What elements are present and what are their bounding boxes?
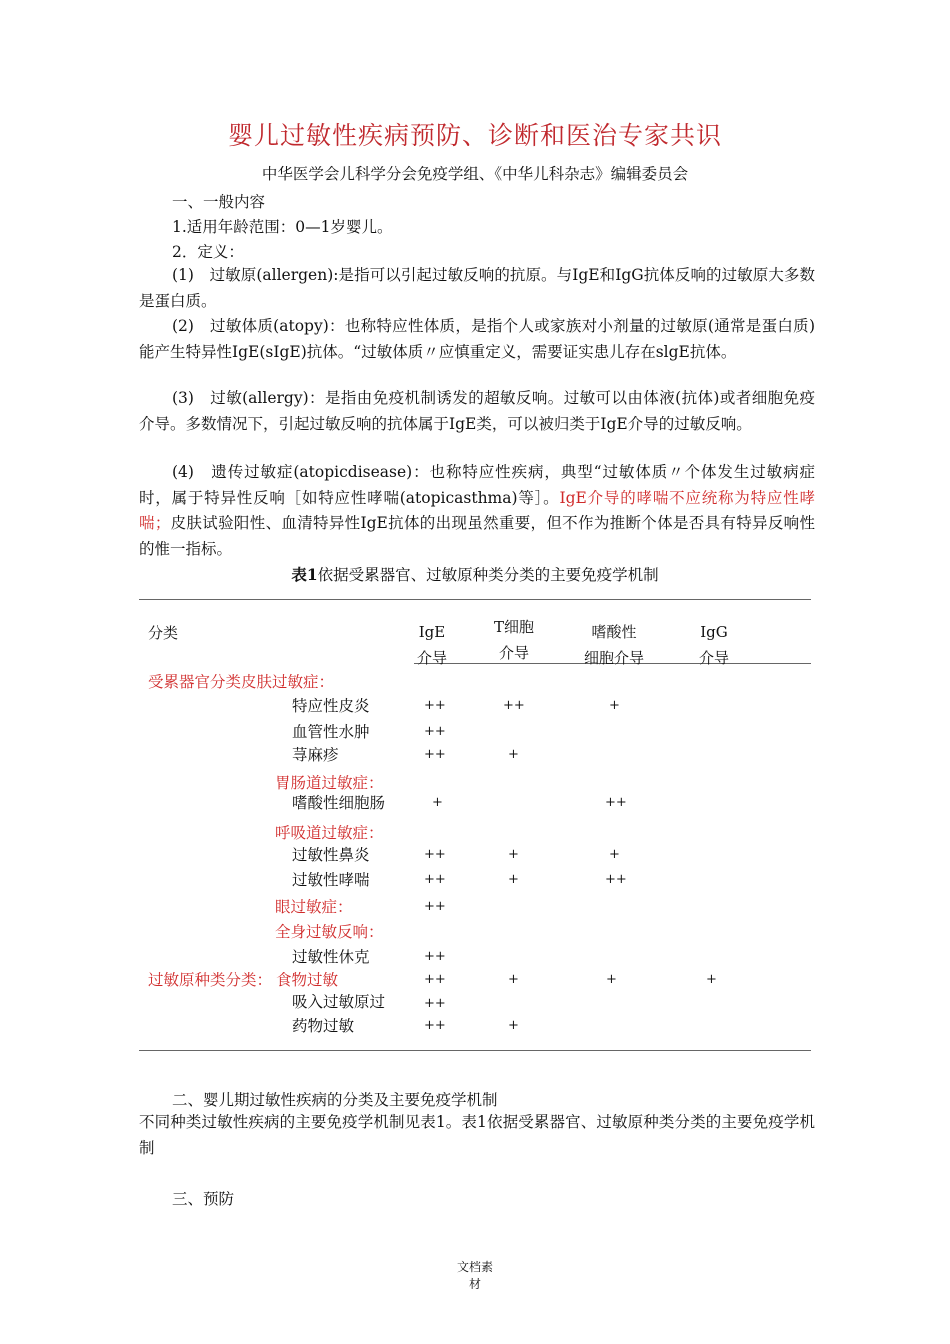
- header-igg: IgG 介导: [698, 623, 729, 667]
- row-label-rhinitis: 过敏性鼻炎: [292, 846, 370, 864]
- cell-ige: ++: [424, 847, 446, 862]
- cell-eo: +: [609, 847, 620, 862]
- definition-allergen: (1) 过敏原(allergen):是指可以引起过敏反响的抗原。与IgE和IgG抗体反响的过敏原大多数是蛋白质。: [139, 266, 815, 310]
- section2-heading: 二、婴儿期过敏性疾病的分类及主要免疫学机制: [172, 1091, 498, 1109]
- row-label-drug: 药物过敏: [292, 1017, 355, 1035]
- row-label-urticaria: 荨麻疹: [292, 746, 339, 764]
- cell-ige: ++: [424, 972, 446, 987]
- cell-t: +: [508, 847, 519, 862]
- cell-t: +: [508, 872, 519, 887]
- table-caption: [0, 563, 950, 585]
- definition-atopic-disease: [139, 460, 815, 562]
- cell-eo: ++: [605, 795, 627, 810]
- row-label-asthma: 过敏性哮喘: [292, 871, 370, 889]
- footer-line-1: 文档素: [456, 1260, 493, 1274]
- table-top-rule: [139, 599, 811, 600]
- row-label-atopic-dermatitis: 特应性皮炎: [292, 697, 370, 715]
- cell-eo: +: [606, 972, 617, 987]
- header-ige: IgE 介导: [416, 623, 447, 667]
- page-footer: [0, 1259, 950, 1293]
- cell-ige: ++: [424, 724, 446, 739]
- group-eye: 眼过敏症：: [275, 898, 353, 916]
- cell-t: +: [508, 747, 519, 762]
- row-label-eo-gi: 嗜酸性细胞肠: [292, 794, 386, 812]
- group-gi: 胃肠道过敏症：: [275, 774, 384, 792]
- group-systemic: 全身过敏反响：: [275, 923, 384, 941]
- definition-atopy: (2) 过敏体质(atopy)：也称特应性体质，是指个人或家族对小剂量的过敏原(通常是蛋白质)能产生特异性IgE(sIgE)抗体。“过敏体质〃应慎重定义，需要证实患儿存在slgE抗体。: [139, 317, 815, 361]
- cell-eo: ++: [605, 872, 627, 887]
- header-eosinophil: 嗜酸性 细胞介导: [583, 623, 644, 667]
- def4-text-a: (4) 遗传过敏症(atopicdisease)：也称特应性疾病，典型“过敏体质〃个体发生过敏病症时，属于特异性反响［如特应性哮喘(atopicasthma)等］。: [139, 463, 815, 507]
- cell-t: +: [508, 1018, 519, 1033]
- cell-ige: ++: [424, 899, 446, 914]
- table-caption-text: 依据受累器官、过敏原种类分类的主要免疫学机制: [317, 566, 659, 584]
- def4-text-b: 皮肤试验阳性、血清特异性IgE抗体的出现虽然重要，但不作为推断个体是否具有特异反响性的惟一指标。: [139, 514, 815, 558]
- cell-ige: ++: [424, 747, 446, 762]
- header-t-cell: T细胞 介导: [493, 618, 534, 662]
- section2-body: 不同种类过敏性疾病的主要免疫学机制见表1。表1依据受累器官、过敏原种类分类的主要免疫学机制: [139, 1113, 815, 1157]
- row-label-inhaled: 吸入过敏原过: [292, 993, 386, 1011]
- row-label-food: 食物过敏: [276, 971, 339, 989]
- group-respiratory: 呼吸道过敏症：: [275, 824, 384, 842]
- table-bottom-rule: [139, 1050, 811, 1051]
- definition-allergy: (3) 过敏(allergy)：是指由免疫机制诱发的超敏反响。过敏可以由体液(抗体)或者细胞免疫介导。多数情况下，引起过敏反响的抗体属于IgE类，可以被归类于IgE介导的过敏反响。: [139, 389, 815, 433]
- item-definitions: 2．定义：: [172, 243, 244, 261]
- footer-line-2: 材: [468, 1277, 481, 1291]
- cell-ige: +: [432, 795, 443, 810]
- section3-heading: 三、预防: [172, 1190, 235, 1208]
- cell-ige: ++: [424, 949, 446, 964]
- document-title: 婴儿过敏性疾病预防、诊断和医治专家共识: [227, 121, 722, 150]
- row-label-shock: 过敏性休克: [292, 948, 370, 966]
- table-number: 表1: [291, 565, 318, 584]
- header-category: 分类: [148, 624, 179, 642]
- cell-ige: ++: [424, 872, 446, 887]
- group-organ: 受累器官分类皮肤过敏症：: [148, 673, 335, 691]
- cell-ige: ++: [424, 698, 446, 713]
- def4-highlight: IgE介导的哮喘不应统称为特应性哮喘；: [139, 488, 815, 532]
- cell-igg: +: [706, 972, 717, 987]
- cell-eo: +: [609, 698, 620, 713]
- cell-t: ++: [503, 698, 525, 713]
- cell-ige: ++: [424, 1018, 446, 1033]
- cell-t: +: [508, 972, 519, 987]
- group-allergen: 过敏原种类分类：: [148, 971, 273, 989]
- section1-heading: 一、一般内容: [172, 193, 266, 211]
- cell-ige: ++: [424, 996, 446, 1011]
- author-line: 中华医学会儿科学分会免疫学组、《中华儿科杂志》编辑委员会: [261, 165, 689, 183]
- row-label-angioedema: 血管性水肿: [292, 723, 370, 741]
- item-age-range: 1.适用年龄范围：0—1岁婴儿。: [172, 218, 393, 236]
